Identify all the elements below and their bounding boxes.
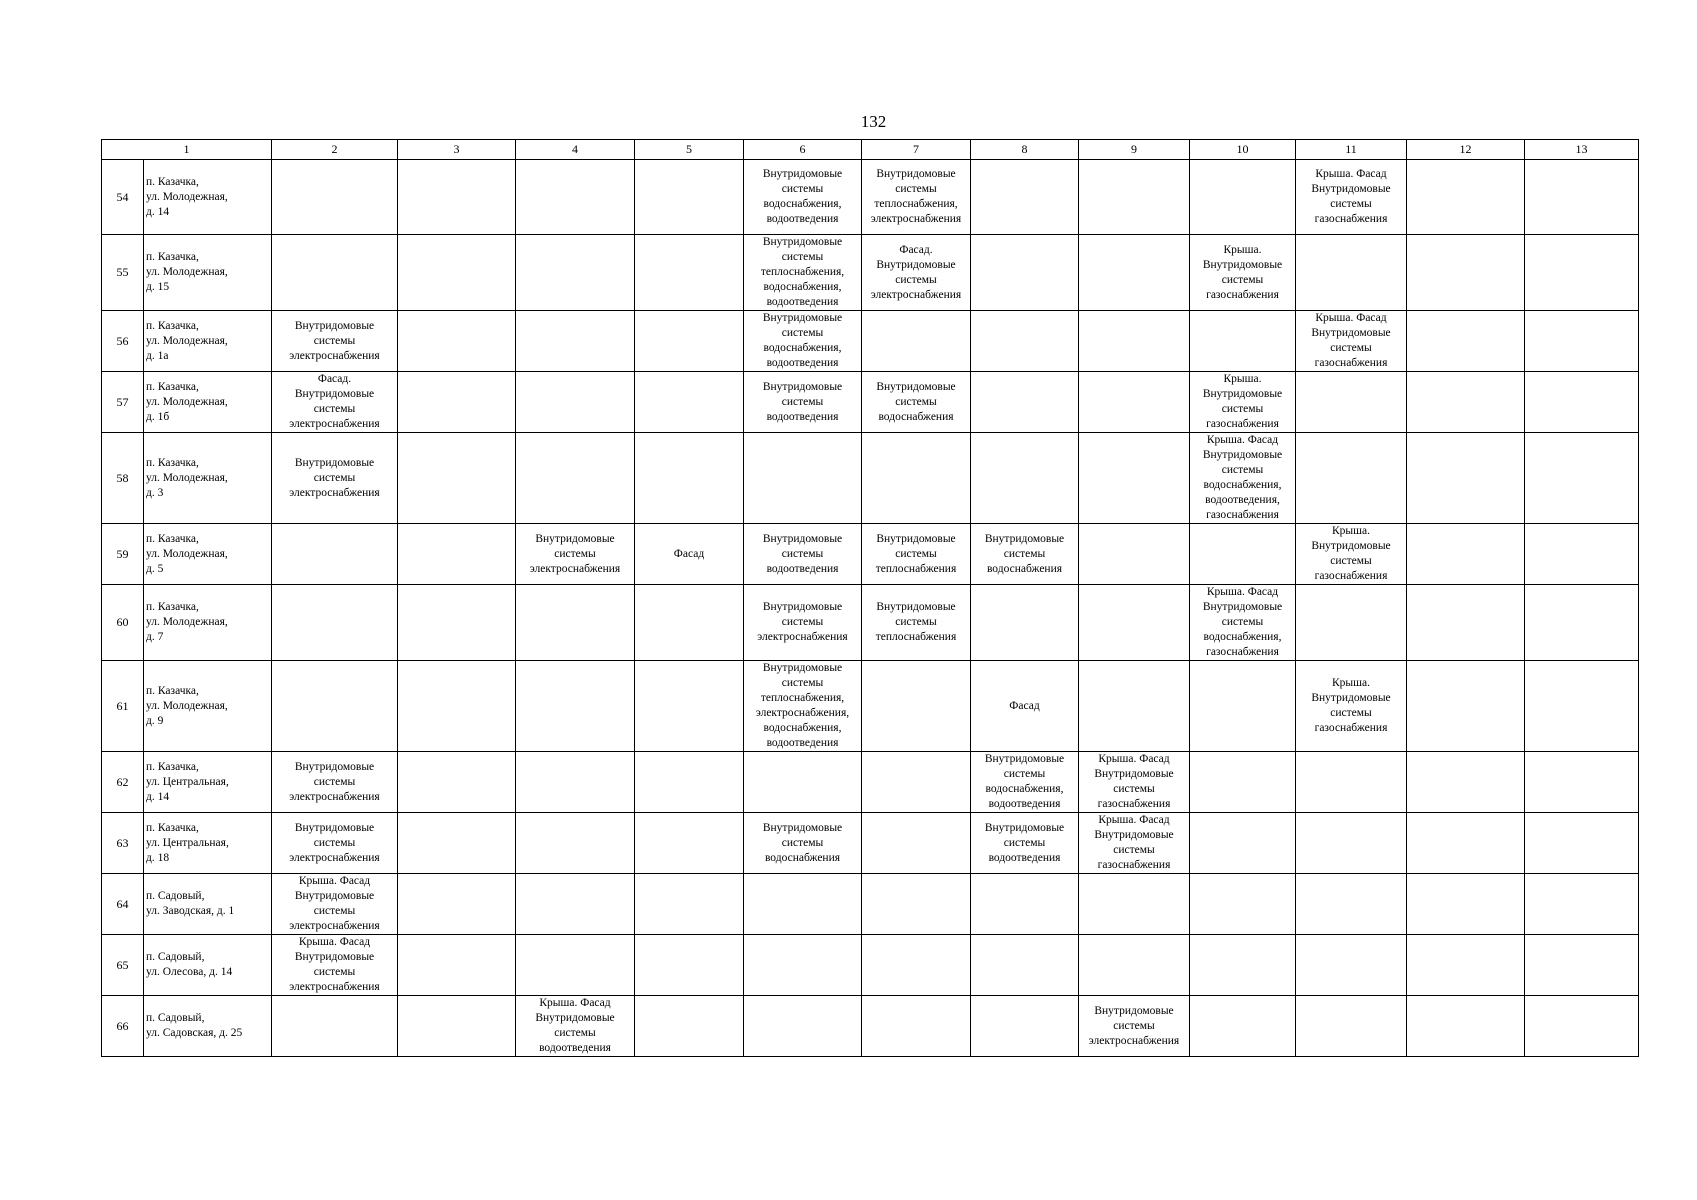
address-text: п. Казачка, ул. Молодежная, д. 1а [146, 319, 228, 362]
work-text: Крыша. Фасад Внутридомовые системы водоотведения [535, 997, 615, 1054]
work-text: Крыша. Фасад Внутридомовые системы водоснабжения, водоотведения, газоснабжения [1202, 434, 1283, 521]
work-cell-col-7 [862, 752, 971, 813]
work-cell-col-13 [1525, 874, 1639, 935]
work-cell-col-5 [635, 311, 744, 372]
work-cell-col-3 [398, 585, 516, 661]
work-cell-col-8 [971, 433, 1079, 524]
column-header-3: 3 [398, 140, 516, 160]
work-cell-col-12 [1407, 874, 1525, 935]
address-text: п. Садовый, ул. Олесова, д. 14 [146, 951, 233, 978]
table-row [102, 874, 1639, 935]
work-cell-col-2 [272, 235, 398, 311]
address-cell [144, 433, 272, 524]
work-text: Крыша. Фасад Внутридомовые системы газоснабжения [1094, 753, 1174, 810]
work-cell-col-11 [1296, 874, 1407, 935]
address-cell [144, 524, 272, 585]
address-cell [144, 372, 272, 433]
work-text: Внутридомовые системы водоснабжения [762, 821, 843, 864]
address-cell [144, 813, 272, 874]
work-text: Крыша. Фасад Внутридомовые системы газоснабжения [1094, 814, 1174, 871]
work-cell-col-12 [1407, 433, 1525, 524]
work-cell-col-2 [272, 661, 398, 752]
work-cell-col-8 [971, 661, 1079, 752]
table-row [102, 585, 1639, 661]
row-number: 60 [102, 585, 144, 661]
column-header-9: 9 [1079, 140, 1190, 160]
work-text: Внутридомовые системы теплоснабжения [875, 601, 957, 643]
work-text: Внутридомовые системы электроснабжения [289, 456, 380, 499]
work-cell-col-6 [744, 235, 862, 311]
work-text: Фасад. Внутридомовые системы электроснабжения [289, 373, 380, 430]
work-cell-col-13 [1525, 372, 1639, 433]
work-cell-col-7 [862, 311, 971, 372]
work-cell-col-12 [1407, 160, 1525, 235]
work-text: Крыша. Внутридомовые системы газоснабжения [1311, 677, 1391, 734]
table-row [102, 752, 1639, 813]
work-cell-col-5 [635, 935, 744, 996]
work-cell-col-10 [1190, 311, 1296, 372]
work-text: Крыша. Внутридомовые системы газоснабжения [1311, 525, 1391, 582]
work-cell-col-4 [516, 372, 635, 433]
work-text: Внутридомовые системы электроснабжения [757, 601, 848, 643]
work-cell-col-13 [1525, 235, 1639, 311]
work-cell-col-9 [1079, 874, 1190, 935]
work-cell-col-10 [1190, 874, 1296, 935]
work-text: Внутридомовые системы теплоснабжения, электроснабжения [870, 168, 962, 225]
work-cell-col-5 [635, 524, 744, 585]
work-cell-col-4 [516, 235, 635, 311]
work-cell-col-11 [1296, 813, 1407, 874]
work-cell-col-8 [971, 585, 1079, 661]
work-text: Внутридомовые системы теплоснабжения [875, 532, 957, 575]
address-cell [144, 160, 272, 235]
work-cell-col-10 [1190, 813, 1296, 874]
work-cell-col-2 [272, 935, 398, 996]
work-cell-col-4 [516, 874, 635, 935]
work-cell-col-5 [635, 752, 744, 813]
work-cell-col-9 [1079, 752, 1190, 813]
work-cell-col-13 [1525, 524, 1639, 585]
work-cell-col-12 [1407, 752, 1525, 813]
work-cell-col-7 [862, 661, 971, 752]
work-cell-col-11 [1296, 235, 1407, 311]
table-row [102, 160, 1639, 235]
work-cell-col-3 [398, 433, 516, 524]
work-cell-col-5 [635, 235, 744, 311]
work-cell-col-12 [1407, 813, 1525, 874]
work-cell-col-4 [516, 524, 635, 585]
row-number: 59 [102, 524, 144, 585]
column-header-1: 1 [102, 140, 272, 160]
work-text: Внутридомовые системы электроснабжения [529, 532, 621, 575]
work-cell-col-3 [398, 524, 516, 585]
address-text: п. Казачка, ул. Молодежная, д. 3 [146, 456, 228, 499]
work-cell-col-10 [1190, 585, 1296, 661]
work-cell-col-4 [516, 661, 635, 752]
work-cell-col-13 [1525, 585, 1639, 661]
work-text: Внутридомовые системы теплоснабжения, водоснабжения, водоотведения [760, 236, 845, 308]
work-cell-col-7 [862, 235, 971, 311]
address-text: п. Садовый, ул. Заводская, д. 1 [146, 890, 235, 917]
work-cell-col-3 [398, 661, 516, 752]
work-cell-col-11 [1296, 311, 1407, 372]
work-text: Внутридомовые системы водоснабжения [984, 532, 1065, 575]
column-header-2: 2 [272, 140, 398, 160]
work-cell-col-2 [272, 752, 398, 813]
work-text: Крыша. Внутридомовые системы газоснабжения [1202, 373, 1283, 430]
table-row [102, 524, 1639, 585]
work-cell-col-8 [971, 160, 1079, 235]
work-cell-col-2 [272, 813, 398, 874]
work-cell-col-3 [398, 372, 516, 433]
address-text: п. Казачка, ул. Молодежная, д. 7 [146, 601, 228, 643]
table-row [102, 813, 1639, 874]
work-cell-col-9 [1079, 524, 1190, 585]
column-header-6: 6 [744, 140, 862, 160]
work-cell-col-3 [398, 160, 516, 235]
row-number: 55 [102, 235, 144, 311]
work-cell-col-11 [1296, 524, 1407, 585]
table-row [102, 935, 1639, 996]
work-text: Фасад. Внутридомовые системы электроснабжения [870, 243, 962, 301]
table-row [102, 996, 1639, 1057]
table-row [102, 433, 1639, 524]
page-number: 132 [860, 112, 887, 131]
work-cell-col-2 [272, 311, 398, 372]
work-cell-col-10 [1190, 160, 1296, 235]
table-row [102, 311, 1639, 372]
address-text: п. Казачка, ул. Центральная, д. 18 [146, 821, 229, 864]
work-text: Внутридомовые системы водоотведения [984, 821, 1065, 864]
work-cell-col-4 [516, 585, 635, 661]
work-cell-col-6 [744, 996, 862, 1057]
row-number: 61 [102, 661, 144, 752]
work-cell-col-8 [971, 524, 1079, 585]
work-cell-col-5 [635, 433, 744, 524]
work-text: Внутридомовые системы водоотведения [762, 532, 843, 575]
work-cell-col-9 [1079, 311, 1190, 372]
work-cell-col-3 [398, 752, 516, 813]
work-cell-col-10 [1190, 433, 1296, 524]
work-text: Крыша. Внутридомовые системы газоснабжения [1202, 243, 1283, 301]
work-cell-col-4 [516, 813, 635, 874]
work-cell-col-12 [1407, 585, 1525, 661]
work-text: Внутридомовые системы теплоснабжения, электроснабжения, водоснабжения, водоотведения [755, 662, 850, 749]
work-cell-col-7 [862, 585, 971, 661]
row-number: 64 [102, 874, 144, 935]
work-cell-col-13 [1525, 311, 1639, 372]
work-text: Внутридомовые системы электроснабжения [289, 760, 380, 803]
work-cell-col-12 [1407, 311, 1525, 372]
work-cell-col-7 [862, 160, 971, 235]
work-cell-col-8 [971, 372, 1079, 433]
repair-schedule-table [101, 139, 1639, 1057]
column-number-row [102, 140, 1639, 160]
work-cell-col-6 [744, 752, 862, 813]
work-cell-col-8 [971, 311, 1079, 372]
work-text: Внутридомовые системы водоотведения [762, 380, 843, 423]
work-cell-col-11 [1296, 996, 1407, 1057]
work-cell-col-3 [398, 996, 516, 1057]
address-cell [144, 235, 272, 311]
work-cell-col-6 [744, 433, 862, 524]
work-cell-col-3 [398, 813, 516, 874]
work-cell-col-4 [516, 160, 635, 235]
work-text: Крыша. Фасад Внутридомовые системы электроснабжения [289, 936, 380, 993]
work-text: Крыша. Фасад Внутридомовые системы газоснабжения [1311, 168, 1391, 225]
work-cell-col-2 [272, 524, 398, 585]
work-text: Внутридомовые системы электроснабжения [1088, 1004, 1180, 1047]
work-cell-col-11 [1296, 935, 1407, 996]
work-cell-col-8 [971, 935, 1079, 996]
column-header-13: 13 [1525, 140, 1639, 160]
address-text: п. Казачка, ул. Центральная, д. 14 [146, 760, 229, 803]
work-cell-col-12 [1407, 235, 1525, 311]
work-cell-col-8 [971, 874, 1079, 935]
work-cell-col-13 [1525, 813, 1639, 874]
work-cell-col-10 [1190, 372, 1296, 433]
table-row [102, 235, 1639, 311]
row-number: 62 [102, 752, 144, 813]
column-header-10: 10 [1190, 140, 1296, 160]
work-cell-col-9 [1079, 996, 1190, 1057]
work-text: Внутридомовые системы водоснабжения, водоотведения [984, 753, 1065, 810]
work-cell-col-4 [516, 935, 635, 996]
work-cell-col-4 [516, 752, 635, 813]
table-row [102, 372, 1639, 433]
work-text: Фасад [673, 547, 705, 560]
address-cell [144, 585, 272, 661]
work-cell-col-2 [272, 160, 398, 235]
work-cell-col-8 [971, 752, 1079, 813]
work-text: Фасад [1009, 699, 1040, 712]
work-cell-col-6 [744, 311, 862, 372]
row-number: 57 [102, 372, 144, 433]
work-cell-col-9 [1079, 235, 1190, 311]
work-cell-col-11 [1296, 585, 1407, 661]
work-cell-col-11 [1296, 433, 1407, 524]
work-cell-col-6 [744, 661, 862, 752]
work-text: Внутридомовые системы водоснабжения, водоотведения [762, 168, 843, 225]
work-cell-col-9 [1079, 661, 1190, 752]
work-cell-col-6 [744, 935, 862, 996]
work-cell-col-13 [1525, 935, 1639, 996]
work-cell-col-5 [635, 160, 744, 235]
work-cell-col-5 [635, 813, 744, 874]
work-cell-col-12 [1407, 661, 1525, 752]
work-text: Внутридомовые системы электроснабжения [289, 821, 380, 864]
work-cell-col-5 [635, 996, 744, 1057]
work-cell-col-6 [744, 813, 862, 874]
work-cell-col-9 [1079, 585, 1190, 661]
work-cell-col-7 [862, 874, 971, 935]
work-cell-col-12 [1407, 935, 1525, 996]
row-number: 65 [102, 935, 144, 996]
address-cell [144, 874, 272, 935]
address-cell [144, 752, 272, 813]
address-text: п. Казачка, ул. Молодежная, д. 14 [146, 175, 228, 218]
work-cell-col-7 [862, 935, 971, 996]
column-header-8: 8 [971, 140, 1079, 160]
work-text: Внутридомовые системы водоснабжения, водоотведения [762, 312, 843, 369]
work-cell-col-7 [862, 813, 971, 874]
work-cell-col-9 [1079, 813, 1190, 874]
work-cell-col-2 [272, 433, 398, 524]
work-text: Крыша. Фасад Внутридомовые системы электроснабжения [289, 875, 380, 932]
address-cell [144, 311, 272, 372]
work-cell-col-12 [1407, 524, 1525, 585]
address-cell [144, 661, 272, 752]
work-cell-col-4 [516, 996, 635, 1057]
work-text: Крыша. Фасад Внутридомовые системы газоснабжения [1311, 312, 1391, 369]
address-text: п. Казачка, ул. Молодежная, д. 9 [146, 684, 228, 727]
row-number: 54 [102, 160, 144, 235]
work-cell-col-9 [1079, 372, 1190, 433]
work-text: Крыша. Фасад Внутридомовые системы водоснабжения, газоснабжения [1202, 586, 1283, 658]
column-header-5: 5 [635, 140, 744, 160]
work-cell-col-11 [1296, 160, 1407, 235]
work-cell-col-7 [862, 524, 971, 585]
column-header-11: 11 [1296, 140, 1407, 160]
work-text: Внутридомовые системы водоснабжения [876, 380, 956, 423]
work-cell-col-7 [862, 372, 971, 433]
work-cell-col-2 [272, 874, 398, 935]
work-cell-col-13 [1525, 661, 1639, 752]
work-cell-col-5 [635, 874, 744, 935]
work-cell-col-5 [635, 372, 744, 433]
work-cell-col-6 [744, 524, 862, 585]
work-text: Внутридомовые системы электроснабжения [289, 319, 380, 362]
work-cell-col-6 [744, 585, 862, 661]
work-cell-col-3 [398, 235, 516, 311]
row-number: 58 [102, 433, 144, 524]
work-cell-col-2 [272, 585, 398, 661]
table-row [102, 661, 1639, 752]
address-cell [144, 935, 272, 996]
work-cell-col-6 [744, 874, 862, 935]
column-header-4: 4 [516, 140, 635, 160]
work-cell-col-5 [635, 585, 744, 661]
address-text: п. Садовый, ул. Садовская, д. 25 [146, 1012, 243, 1039]
work-cell-col-13 [1525, 160, 1639, 235]
work-cell-col-12 [1407, 372, 1525, 433]
work-cell-col-5 [635, 661, 744, 752]
row-number: 63 [102, 813, 144, 874]
work-cell-col-6 [744, 372, 862, 433]
work-cell-col-8 [971, 235, 1079, 311]
work-cell-col-9 [1079, 160, 1190, 235]
work-cell-col-2 [272, 372, 398, 433]
work-cell-col-13 [1525, 996, 1639, 1057]
work-cell-col-10 [1190, 524, 1296, 585]
work-cell-col-13 [1525, 433, 1639, 524]
work-cell-col-2 [272, 996, 398, 1057]
work-cell-col-3 [398, 935, 516, 996]
work-cell-col-7 [862, 996, 971, 1057]
work-cell-col-4 [516, 311, 635, 372]
work-cell-col-8 [971, 813, 1079, 874]
work-cell-col-9 [1079, 935, 1190, 996]
address-cell [144, 996, 272, 1057]
row-number: 66 [102, 996, 144, 1057]
work-cell-col-3 [398, 311, 516, 372]
address-text: п. Казачка, ул. Молодежная, д. 5 [146, 532, 228, 575]
address-text: п. Казачка, ул. Молодежная, д. 15 [146, 251, 228, 293]
column-header-12: 12 [1407, 140, 1525, 160]
work-cell-col-11 [1296, 661, 1407, 752]
work-cell-col-7 [862, 433, 971, 524]
work-cell-col-8 [971, 996, 1079, 1057]
work-cell-col-10 [1190, 996, 1296, 1057]
work-cell-col-10 [1190, 235, 1296, 311]
work-cell-col-12 [1407, 996, 1525, 1057]
column-header-7: 7 [862, 140, 971, 160]
work-cell-col-4 [516, 433, 635, 524]
work-cell-col-11 [1296, 752, 1407, 813]
work-cell-col-6 [744, 160, 862, 235]
row-number: 56 [102, 311, 144, 372]
work-cell-col-3 [398, 874, 516, 935]
work-cell-col-10 [1190, 752, 1296, 813]
address-text: п. Казачка, ул. Молодежная, д. 1б [146, 380, 228, 423]
work-cell-col-10 [1190, 935, 1296, 996]
work-cell-col-10 [1190, 661, 1296, 752]
work-cell-col-9 [1079, 433, 1190, 524]
work-cell-col-13 [1525, 752, 1639, 813]
work-cell-col-11 [1296, 372, 1407, 433]
